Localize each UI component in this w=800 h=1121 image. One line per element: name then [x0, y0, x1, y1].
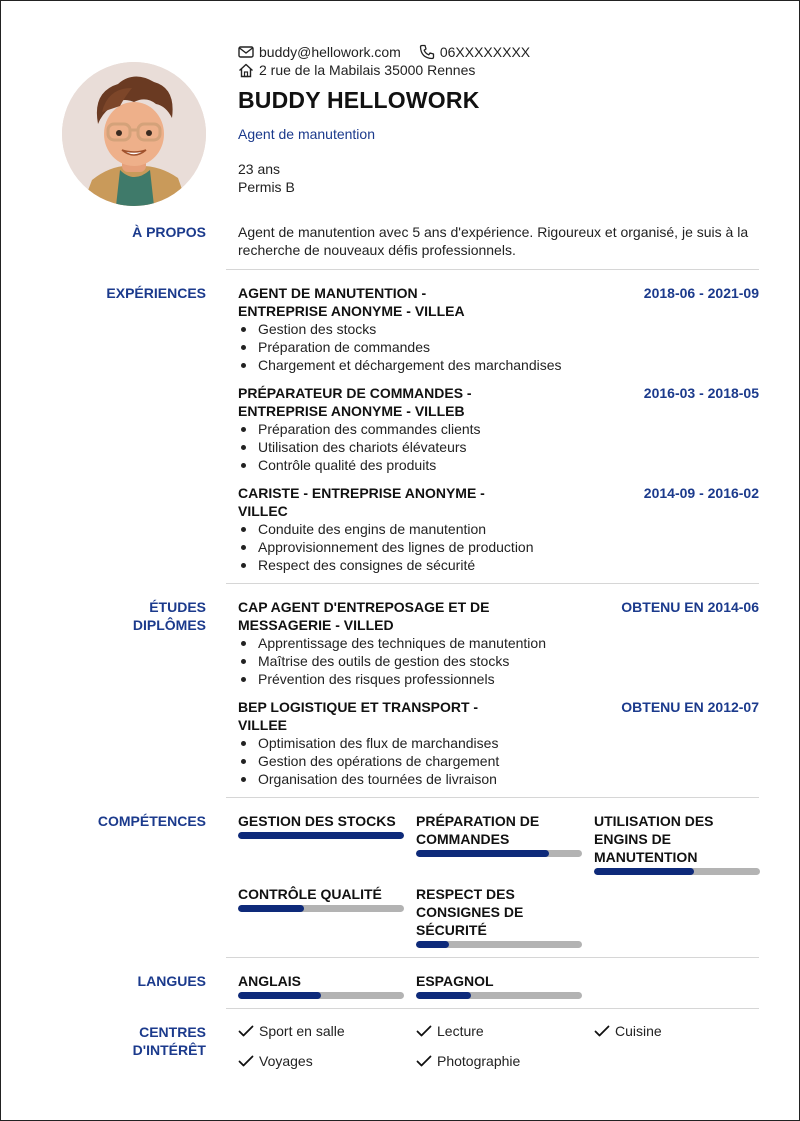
skill-name: GESTION DES STOCKS [238, 813, 396, 829]
list-item: Prévention des risques professionnels [238, 670, 759, 688]
languages-label: LANGUES [137, 973, 206, 989]
interest-item [238, 1053, 313, 1069]
home-icon [238, 63, 254, 78]
skill-name: RESPECT DES CONSIGNES DE SÉCURITÉ [416, 886, 524, 938]
entry-title: BEP LOGISTIQUE ET TRANSPORT - VILLEE [238, 699, 479, 733]
list-item: Chargement et déchargement des marchandises [238, 356, 759, 374]
interests-label-line2: D'INTÉRÊT [132, 1042, 206, 1058]
list-item: Contrôle qualité des produits [238, 456, 759, 474]
skill-item [238, 885, 404, 912]
skill-item [594, 812, 760, 875]
language-item [416, 972, 582, 999]
experience-entry [238, 384, 759, 474]
entry-date: 2014-09 - 2016-02 [643, 485, 759, 501]
interests-label [41, 1023, 206, 1059]
divider [226, 797, 759, 798]
skill-item [238, 812, 404, 839]
language-item [238, 972, 404, 999]
interest-text: Lecture [437, 1023, 484, 1039]
skill-bar [416, 941, 582, 948]
list-item: Organisation des tournées de livraison [238, 770, 759, 788]
divider [226, 957, 759, 958]
bullet-list [238, 634, 759, 688]
skill-name: PRÉPARATION DE COMMANDES [416, 813, 540, 847]
education-label [41, 598, 206, 634]
divider [226, 583, 759, 584]
entry-title: PRÉPARATEUR DE COMMANDES - ENTREPRISE ANONYME - VILLEB [238, 385, 472, 419]
entry-date: OBTENU EN 2012-07 [621, 699, 759, 715]
experience-entry [238, 484, 759, 574]
email-contact[interactable] [238, 44, 401, 60]
candidate-name: BUDDY HELLOWORK [238, 87, 480, 113]
phone-contact[interactable] [419, 44, 530, 60]
skill-bar [416, 850, 582, 857]
bullet-list [238, 734, 759, 788]
bullet-list [238, 520, 759, 574]
phone-text: 06XXXXXXXX [439, 44, 531, 60]
interest-item [238, 1023, 345, 1039]
contact-info [238, 43, 548, 79]
skill-item [416, 812, 582, 857]
interest-text: Voyages [259, 1053, 313, 1069]
entry-title: CARISTE - ENTREPRISE ANONYME - VILLEC [238, 485, 485, 519]
divider [226, 269, 759, 270]
experiences-label: EXPÉRIENCES [106, 285, 206, 301]
about-label: À PROPOS [132, 224, 206, 240]
language-bar-fill [416, 992, 471, 999]
list-item: Gestion des opérations de chargement [238, 752, 759, 770]
check-icon [416, 1024, 432, 1038]
bullet-list [238, 320, 759, 374]
personal-details [238, 160, 295, 196]
skill-bar-fill [416, 941, 449, 948]
skill-bar [238, 832, 404, 839]
list-item: Conduite des engins de manutention [238, 520, 759, 538]
divider [226, 1008, 759, 1009]
interest-text: Sport en salle [259, 1023, 345, 1039]
language-name: ESPAGNOL [416, 973, 494, 989]
list-item: Respect des consignes de sécurité [238, 556, 759, 574]
interest-text: Photographie [437, 1053, 521, 1069]
language-bar [238, 992, 404, 999]
education-label-line2: DIPLÔMES [132, 617, 206, 633]
list-item: Maîtrise des outils de gestion des stocks [238, 652, 759, 670]
interest-item [416, 1023, 484, 1039]
phone-icon [419, 44, 435, 60]
entry-title: CAP AGENT D'ENTREPOSAGE ET DE MESSAGERIE - VILLED [238, 599, 490, 633]
address-contact [238, 62, 475, 78]
skill-name: CONTRÔLE QUALITÉ [238, 886, 382, 902]
avatar [62, 62, 206, 206]
license-text: Permis B [238, 179, 295, 195]
experience-entry [238, 284, 759, 374]
entry-date: OBTENU EN 2014-06 [621, 599, 759, 615]
envelope-icon [238, 45, 254, 59]
check-icon [238, 1024, 254, 1038]
education-entry [238, 598, 759, 688]
interest-item [594, 1023, 662, 1039]
list-item: Apprentissage des techniques de manutention [238, 634, 759, 652]
list-item: Approvisionnement des lignes de production [238, 538, 759, 556]
skill-name: UTILISATION DES ENGINS DE MANUTENTION [594, 813, 714, 865]
list-item: Utilisation des chariots élévateurs [238, 438, 759, 456]
interests-label-line1: CENTRES [139, 1024, 206, 1040]
interest-item [416, 1053, 520, 1069]
skill-bar [238, 905, 404, 912]
list-item: Préparation de commandes [238, 338, 759, 356]
age-text: 23 ans [238, 161, 281, 177]
list-item: Optimisation des flux de marchandises [238, 734, 759, 752]
skill-bar-fill [416, 850, 549, 857]
skill-bar-fill [594, 868, 694, 875]
skills-label: COMPÉTENCES [97, 813, 206, 829]
skill-item [416, 885, 582, 948]
entry-date: 2018-06 - 2021-09 [643, 285, 759, 301]
email-text: buddy@hellowork.com [259, 44, 401, 60]
language-name: ANGLAIS [238, 973, 301, 989]
skill-bar-fill [238, 905, 304, 912]
language-bar [416, 992, 582, 999]
check-icon [594, 1024, 610, 1038]
education-entry [238, 698, 759, 788]
list-item: Gestion des stocks [238, 320, 759, 338]
bullet-list [238, 420, 759, 474]
skill-bar-fill [238, 832, 404, 839]
check-icon [416, 1054, 432, 1068]
entry-date: 2016-03 - 2018-05 [643, 385, 759, 401]
skill-bar [594, 868, 760, 875]
contact-line-2 [238, 61, 548, 79]
about-text: Agent de manutention avec 5 ans d'expérience. Rigoureux et organisé, je suis à la recherche de nouveaux défis professionnels. [238, 224, 749, 258]
contact-line-1 [238, 43, 548, 61]
list-item: Préparation des commandes clients [238, 420, 759, 438]
language-bar-fill [238, 992, 321, 999]
job-title: Agent de manutention [238, 126, 375, 142]
interest-text: Cuisine [615, 1023, 662, 1039]
entry-title: AGENT DE MANUTENTION - ENTREPRISE ANONYME - VILLEA [238, 285, 465, 319]
check-icon [238, 1054, 254, 1068]
address-text: 2 rue de la Mabilais 35000 Rennes [259, 62, 476, 78]
education-label-line1: ÉTUDES [149, 599, 206, 615]
